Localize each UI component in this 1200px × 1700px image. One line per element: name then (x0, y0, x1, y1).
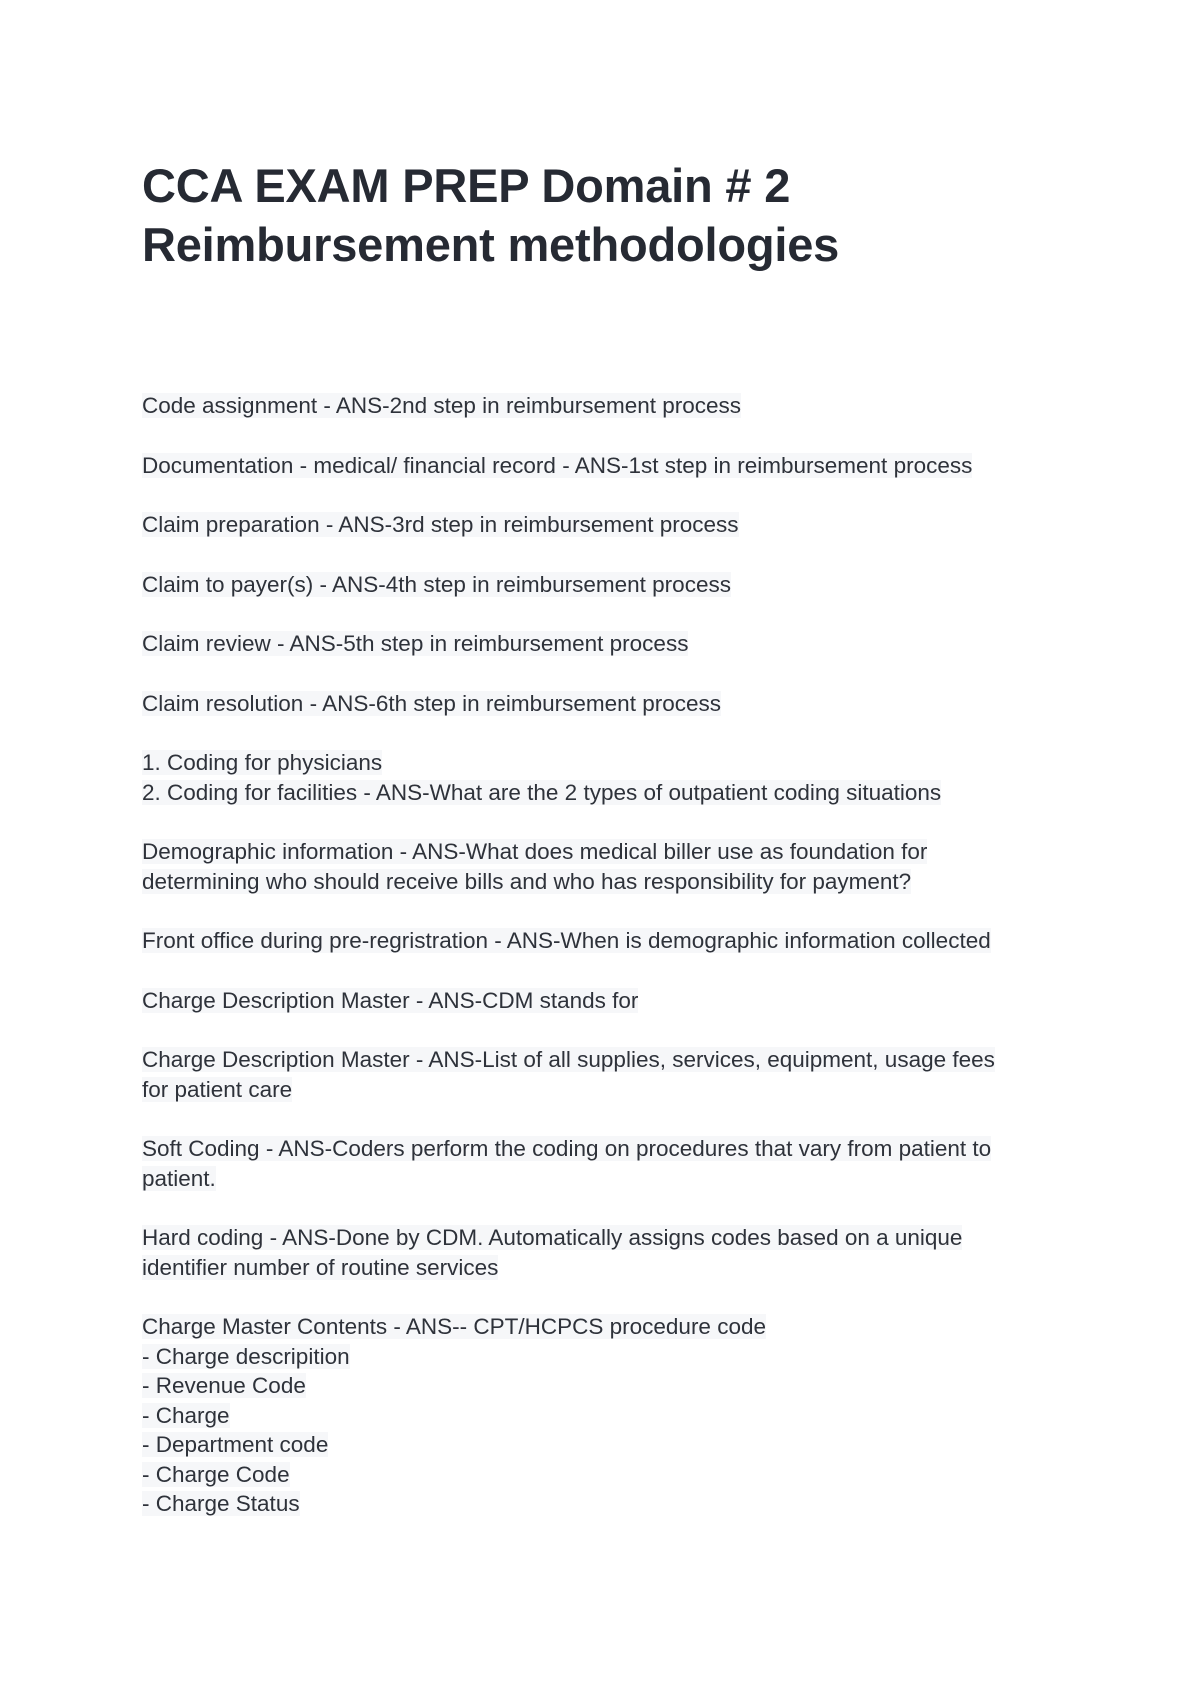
qa-line (142, 1342, 1072, 1372)
qa-line-text: Claim resolution - ANS-6th step in reimbursement process (142, 690, 721, 716)
qa-line-text: - Charge descripition (142, 1343, 350, 1369)
qa-item (142, 570, 1072, 600)
qa-line (142, 778, 1072, 808)
qa-item (142, 1312, 1072, 1519)
qa-line (142, 1223, 1072, 1253)
qa-item (142, 629, 1072, 659)
qa-line (142, 1460, 1072, 1490)
qa-line (142, 1312, 1072, 1342)
qa-line-text: Charge Description Master - ANS-CDM stands for (142, 987, 639, 1013)
qa-line-text: Soft Coding - ANS-Coders perform the coding on procedures that vary from patient to (142, 1136, 992, 1161)
qa-line (142, 1134, 1072, 1164)
qa-line-text: - Charge (142, 1402, 230, 1428)
qa-line (142, 748, 1072, 778)
qa-item (142, 451, 1072, 481)
qa-item (142, 1134, 1072, 1193)
qa-item (142, 748, 1072, 807)
qa-list (142, 391, 1072, 1549)
qa-line (142, 510, 1072, 540)
qa-line (142, 986, 1072, 1016)
qa-line-text: - Revenue Code (142, 1373, 306, 1398)
title-line-2: Reimbursement methodologies (142, 218, 840, 271)
qa-line (142, 1401, 1072, 1431)
qa-line (142, 837, 1072, 867)
qa-line-text: 1. Coding for physicians (142, 750, 383, 775)
qa-item (142, 689, 1072, 719)
qa-line-text: Hard coding - ANS-Done by CDM. Automatically assigns codes based on a unique (142, 1225, 963, 1250)
qa-line (142, 451, 1072, 481)
qa-line-text: Demographic information - ANS-What does medical biller use as foundation for (142, 839, 928, 864)
qa-line-text: Claim to payer(s) - ANS-4th step in reimbursement process (142, 571, 731, 597)
qa-line-text: Front office during pre-regristration - ANS-When is demographic information collected (142, 928, 991, 953)
qa-line (142, 391, 1072, 421)
qa-line-text: - Charge Status (142, 1491, 300, 1516)
qa-line-text: 2. Coding for facilities - ANS-What are the 2 types of outpatient coding situations (142, 779, 942, 805)
qa-line-text: Charge Description Master - ANS-List of all supplies, services, equipment, usage fees (142, 1047, 995, 1072)
qa-line-text: Charge Master Contents - ANS-- CPT/HCPCS procedure code (142, 1314, 766, 1339)
qa-line-text: for patient care (142, 1076, 293, 1102)
qa-line (142, 629, 1072, 659)
qa-item (142, 986, 1072, 1016)
qa-line (142, 1045, 1072, 1075)
title-line-1: CCA EXAM PREP Domain # 2 (142, 159, 791, 212)
qa-line-text: identifier number of routine services (142, 1254, 499, 1280)
qa-line (142, 1075, 1072, 1105)
qa-line (142, 1253, 1072, 1283)
qa-line (142, 570, 1072, 600)
qa-line-text: - Charge Code (142, 1461, 290, 1487)
qa-line-text: Claim review - ANS-5th step in reimbursement process (142, 631, 689, 656)
qa-item (142, 1045, 1072, 1104)
qa-item (142, 510, 1072, 540)
qa-line-text: Documentation - medical/ financial record - ANS-1st step in reimbursement process (142, 452, 973, 478)
qa-line (142, 867, 1072, 897)
qa-line (142, 1489, 1072, 1519)
qa-item (142, 837, 1072, 896)
document-title (142, 156, 1102, 274)
qa-line (142, 926, 1072, 956)
qa-line-text: patient. (142, 1165, 216, 1191)
qa-line-text: Code assignment - ANS-2nd step in reimbursement process (142, 393, 742, 418)
qa-line (142, 689, 1072, 719)
qa-line (142, 1164, 1072, 1194)
qa-item (142, 391, 1072, 421)
qa-line (142, 1430, 1072, 1460)
qa-item (142, 926, 1072, 956)
qa-item (142, 1223, 1072, 1282)
qa-line (142, 1371, 1072, 1401)
qa-line-text: - Department code (142, 1432, 329, 1457)
qa-line-text: Claim preparation - ANS-3rd step in reimbursement process (142, 512, 739, 537)
qa-line-text: determining who should receive bills and who has responsibility for payment? (142, 868, 912, 894)
